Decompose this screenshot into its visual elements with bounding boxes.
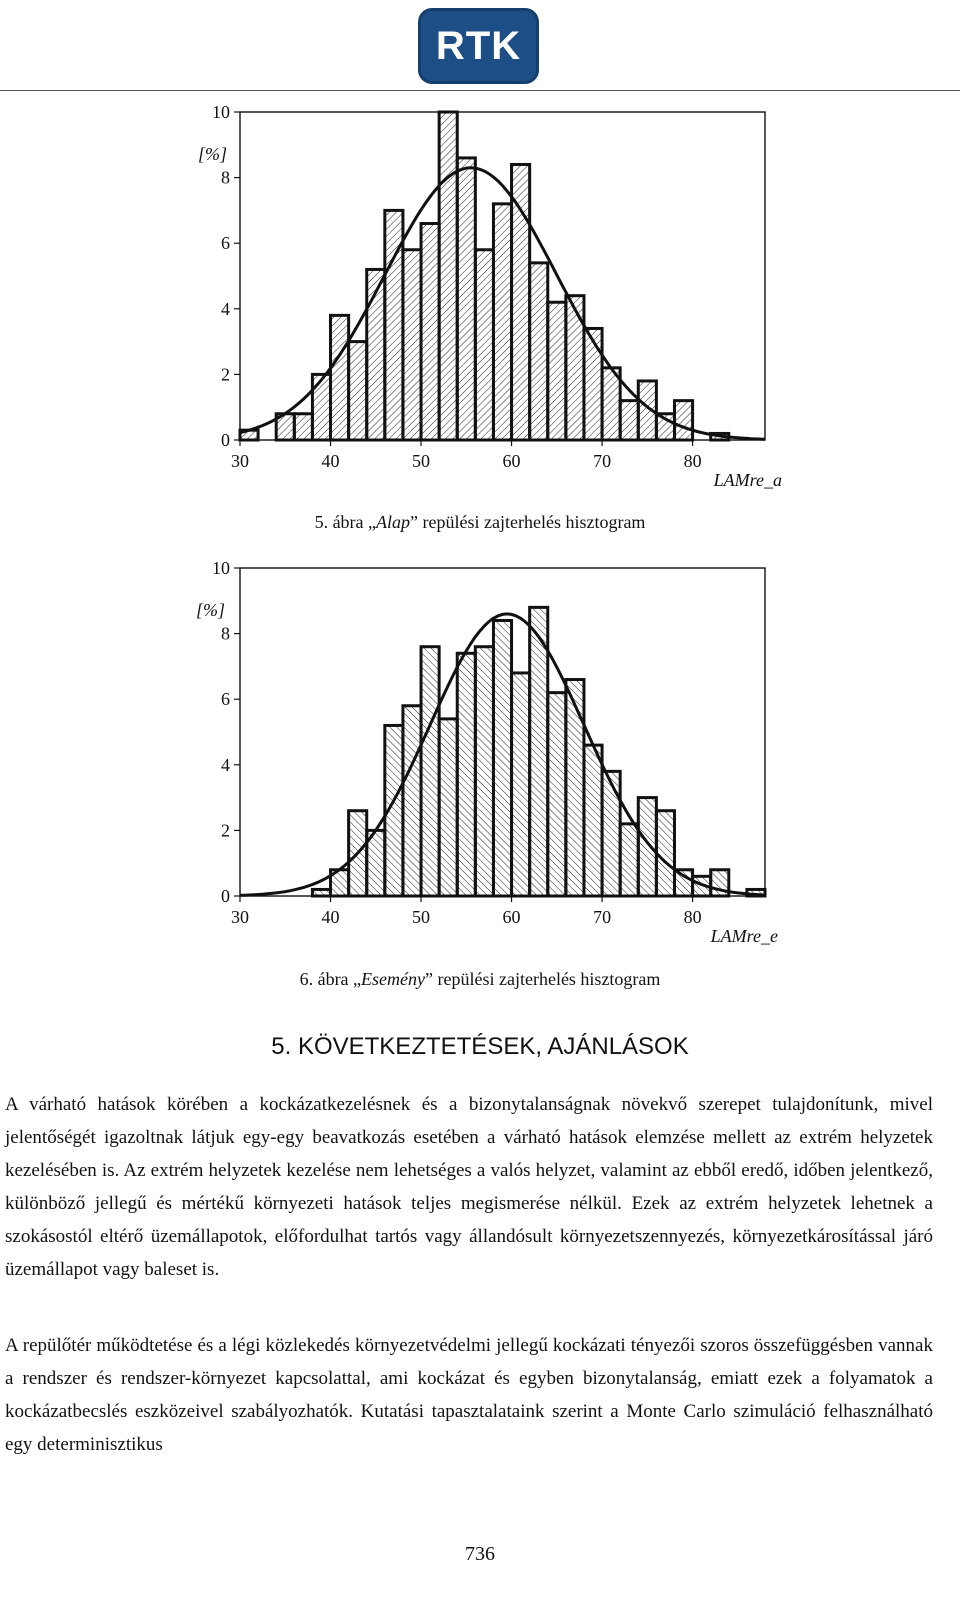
histogram-bar xyxy=(331,315,349,440)
header-divider xyxy=(0,90,960,91)
histogram-alap-svg xyxy=(190,100,810,520)
histogram-bar xyxy=(403,706,421,896)
caption-suffix: ” repülési zajterhelés hisztogram xyxy=(410,512,646,532)
histogram-bar xyxy=(403,250,421,440)
y-unit-label: [%] xyxy=(196,600,226,620)
x-axis-title: LAMre_a xyxy=(713,470,782,490)
caption-prefix: 5. ábra „ xyxy=(314,512,377,532)
logo-text: RTK xyxy=(435,23,522,68)
x-tick-label: 40 xyxy=(321,907,340,927)
y-tick-label: 0 xyxy=(221,430,230,450)
histogram-bar xyxy=(638,798,656,896)
histogram-bar xyxy=(566,296,584,440)
histogram-bar xyxy=(674,401,692,440)
histogram-bar xyxy=(312,374,330,440)
histogram-bar xyxy=(620,401,638,440)
x-tick-label: 50 xyxy=(412,451,431,471)
page-number: 736 xyxy=(465,1543,495,1565)
x-tick-label: 70 xyxy=(593,451,612,471)
histogram-bar xyxy=(439,112,457,440)
histogram-bar xyxy=(312,889,330,896)
x-tick-label: 50 xyxy=(412,907,431,927)
x-axis-title: LAMre_e xyxy=(710,926,778,946)
y-tick-label: 10 xyxy=(212,102,230,122)
histogram-bar xyxy=(457,653,475,896)
histogram-bar xyxy=(620,824,638,896)
histogram-bar xyxy=(512,673,530,896)
histogram-bar xyxy=(548,302,566,440)
histogram-bar xyxy=(656,811,674,896)
histogram-esemeny-svg xyxy=(190,556,810,976)
histogram-bar xyxy=(512,164,530,440)
caption-suffix: ” repülési zajterhelés hisztogram xyxy=(425,969,661,989)
x-tick-label: 40 xyxy=(321,451,340,471)
x-tick-label: 30 xyxy=(231,451,249,471)
figure-5-caption xyxy=(0,512,960,533)
x-tick-label: 80 xyxy=(683,907,702,927)
rtk-logo xyxy=(418,8,539,84)
y-tick-label: 8 xyxy=(221,167,230,188)
caption-italic: Esemény xyxy=(361,969,426,989)
x-tick-label: 30 xyxy=(231,907,249,927)
y-tick-label: 2 xyxy=(221,820,230,841)
x-tick-label: 70 xyxy=(593,907,612,927)
histogram-bar xyxy=(421,224,439,440)
histogram-bar xyxy=(439,719,457,896)
x-tick-label: 80 xyxy=(683,451,702,471)
figure-6-caption xyxy=(0,969,960,990)
histogram-bar xyxy=(548,693,566,896)
histogram-bar xyxy=(475,647,493,896)
y-tick-label: 10 xyxy=(212,558,230,578)
y-tick-label: 8 xyxy=(221,623,230,644)
x-tick-label: 60 xyxy=(502,907,521,927)
histogram-bar xyxy=(294,414,312,440)
y-tick-label: 4 xyxy=(221,298,230,319)
histogram-esemeny xyxy=(190,556,810,976)
histogram-bar xyxy=(584,328,602,440)
caption-prefix: 6. ábra „ xyxy=(299,969,362,989)
histogram-bar xyxy=(530,607,548,896)
section-heading: 5. KÖVETKEZTETÉSEK, AJÁNLÁSOK xyxy=(271,1033,689,1060)
histogram-bar xyxy=(584,745,602,896)
x-tick-label: 60 xyxy=(502,451,521,471)
histogram-bar xyxy=(349,342,367,440)
histogram-bar xyxy=(493,620,511,896)
histogram-bar xyxy=(674,870,692,896)
y-tick-label: 2 xyxy=(221,364,230,385)
histogram-bar xyxy=(421,647,439,896)
y-tick-label: 0 xyxy=(221,886,230,906)
histogram-bar xyxy=(475,250,493,440)
caption-italic: Alap xyxy=(376,512,411,532)
histogram-bar xyxy=(493,204,511,440)
body-paragraph-2: A repülőtér működtetése és a légi közlekedés környezetvédelmi jellegű kockázati tényezői szoros összefüggésben vannak a rendszer és rendszer-környezet kapcsolattal, ami kockázat és egyben bizonytalanság, emiatt ezek a folyamatok a kockázatbecslés eszközeivel szabályozhatók. Kutatási tapasztalataink szerint a Monte Carlo szimuláció felhasználható egy determinisztikus xyxy=(5,1335,933,1455)
y-unit-label: [%] xyxy=(198,144,228,164)
histogram-bar xyxy=(566,680,584,896)
histogram-alap xyxy=(190,100,810,520)
y-tick-label: 6 xyxy=(221,689,230,710)
histogram-bar xyxy=(530,263,548,440)
y-tick-label: 6 xyxy=(221,233,230,254)
y-tick-label: 4 xyxy=(221,754,230,775)
body-paragraph-1: A várható hatások körében a kockázatkezelésnek és a bizonytalanságnak növekvő szerepet tulajdonítunk, mivel jelentőségét igazoltnak látjuk egy-egy beavatkozás esetében a várható hatások elemzése mellett az extrém helyzetek kezelésében is. Az extrém helyzetek kezelése nem lehetséges a valós helyzet, valamint az ebből eredő, időben jelentkező, különböző jellegű és mértékű környezeti hatások teljes megismerése nélkül. Ezek az extrém helyzetek lehetnek a szokásostól eltérő üzemállapotok, előfordulhat tartós vagy állandósult környezetszennyezés, környezetkárosítással járó üzemállapot vagy baleset is. xyxy=(5,1094,933,1280)
histogram-bar xyxy=(602,771,620,896)
histogram-bar xyxy=(457,158,475,440)
